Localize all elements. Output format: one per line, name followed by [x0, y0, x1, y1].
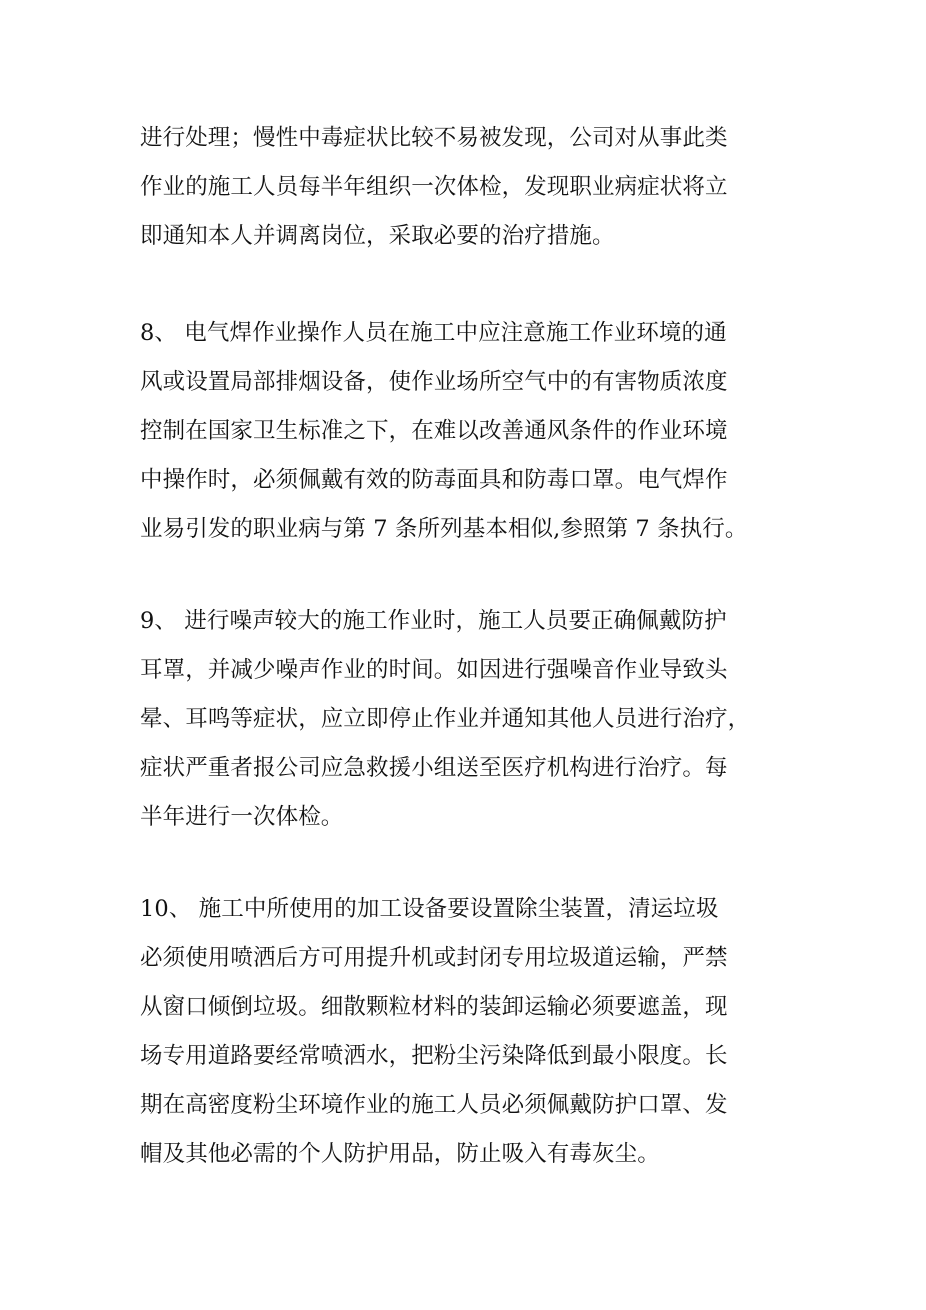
text-line: 即通知本人并调离岗位，采取必要的治疗措施。 [140, 223, 615, 249]
text-line: 症状严重者报公司应急救援小组送至医疗机构进行治疗。每 [140, 755, 728, 781]
text-line: 10、 施工中所使用的加工设备要设置除尘装置，清运垃圾 [140, 896, 719, 922]
text-line: 从窗口倾倒垃圾。细散颗粒材料的装卸运输必须要遮盖，现 [140, 994, 728, 1020]
text-line: 晕、耳鸣等症状，应立即停止作业并通知其他人员进行治疗， [140, 706, 751, 732]
text-line: 场专用道路要经常喷洒水，把粉尘污染降低到最小限度。长 [140, 1043, 728, 1069]
text-line: 进行处理；慢性中毒症状比较不易被发现，公司对从事此类 [140, 125, 728, 151]
text-line: 业易引发的职业病与第 7 条所列基本相似,参照第 7 条执行。 [140, 516, 748, 542]
text-line: 帽及其他必需的个人防护用品，防止吸入有毒灰尘。 [140, 1141, 660, 1167]
paragraph-item-10 [140, 885, 792, 1179]
paragraph-item-9 [140, 597, 792, 842]
text-line: 半年进行一次体检。 [140, 804, 344, 830]
text-line: 期在高密度粉尘环境作业的施工人员必须佩戴防护口罩、发 [140, 1092, 728, 1118]
text-line: 9、 进行噪声较大的施工作业时，施工人员要正确佩戴防护 [140, 608, 727, 634]
text-line: 必须使用喷洒后方可用提升机或封闭专用垃圾道运输，严禁 [140, 945, 728, 971]
text-line: 耳罩，并减少噪声作业的时间。如因进行强噪音作业导致头 [140, 657, 728, 683]
paragraph-continuation [140, 114, 792, 261]
paragraph-item-8 [140, 309, 792, 554]
text-line: 8、 电气焊作业操作人员在施工中应注意施工作业环境的通 [140, 320, 727, 346]
text-line: 控制在国家卫生标准之下，在难以改善通风条件的作业环境 [140, 418, 728, 444]
text-line: 中操作时，必须佩戴有效的防毒面具和防毒口罩。电气焊作 [140, 467, 728, 493]
text-line: 作业的施工人员每半年组织一次体检，发现职业病症状将立 [140, 174, 728, 200]
text-line: 风或设置局部排烟设备，使作业场所空气中的有害物质浓度 [140, 369, 728, 395]
